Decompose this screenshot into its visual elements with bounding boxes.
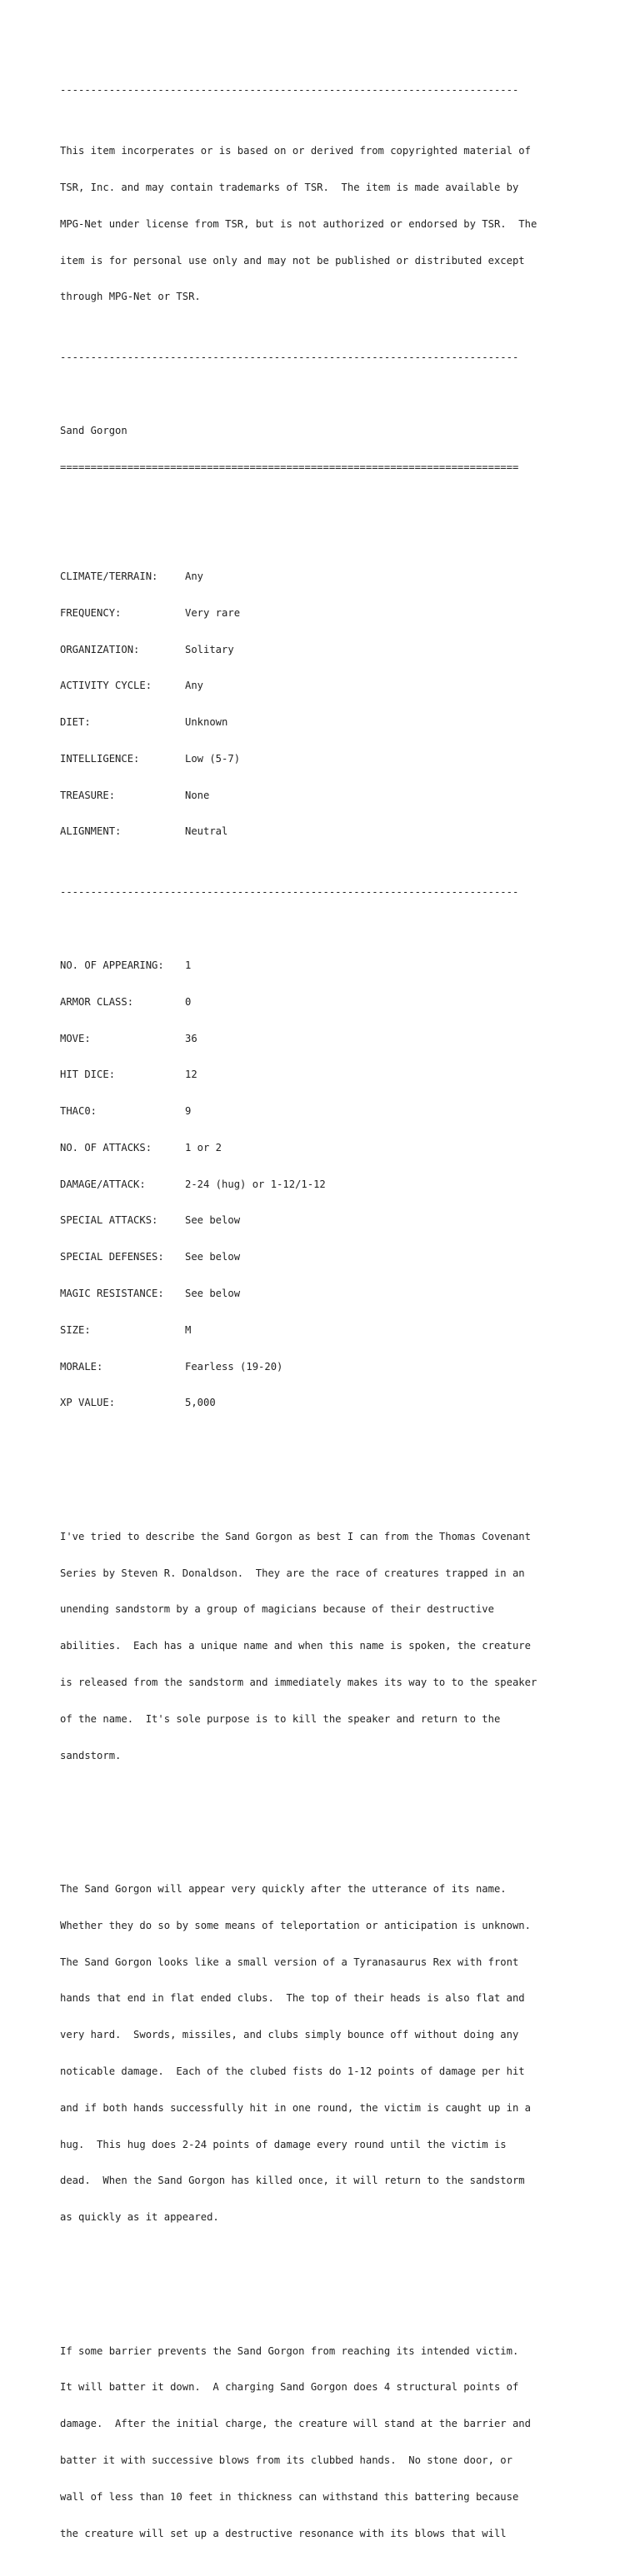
- stat-row: MAGIC RESISTANCE: See below: [60, 1287, 241, 1299]
- stat-row: TREASURE: None: [60, 789, 210, 801]
- document-page: [60, 60, 610, 2576]
- copyright-notice: [60, 121, 610, 327]
- stat-row: HIT DICE: 12: [60, 1069, 198, 1081]
- stat-row: ACTIVITY CYCLE: Any: [60, 680, 204, 692]
- notice-line: through MPG-Net or TSR.: [60, 291, 201, 303]
- page-title: Sand Gorgon: [60, 424, 128, 436]
- stat-row: CLIMATE/TERRAIN: Any: [60, 570, 204, 582]
- stat-row: XP VALUE: 5,000: [60, 1397, 216, 1409]
- blank-line: [60, 497, 610, 510]
- blank-line: [60, 2272, 610, 2285]
- blank-line: [60, 388, 610, 401]
- blank-line: [60, 1811, 610, 1823]
- stat-row: THAC0: 9: [60, 1105, 192, 1118]
- stat-block-combat: [60, 935, 610, 1433]
- stat-row: MOVE: 36: [60, 1032, 198, 1044]
- stat-row: INTELLIGENCE: Low (5-7): [60, 752, 241, 765]
- dash-rule: ---------------------------------------------------------------------------: [60, 351, 519, 364]
- dash-rule: ---------------------------------------------------------------------------: [60, 886, 519, 899]
- description-paragraph-1: I've tried to describe the Sand Gorgon as best I can from the Thomas Covenant Series by Steven R. Donaldson. They are the race of creatures trapped in an unending sandstorm by a group of magicians because of their destructive abilities. Each has a unique name and when this name is spoken, the creature is released from the sandstorm and immediately makes its way to to the speaker of the name. It's sole purpose is to kill the speaker and return to the sandstorm.: [60, 1530, 538, 1761]
- title-underline: ===========================================================================: [60, 461, 519, 473]
- stat-block-ecology: [60, 546, 610, 862]
- stat-row: MORALE: Fearless (19-20): [60, 1360, 283, 1373]
- stat-row: ORGANIZATION: Solitary: [60, 643, 234, 655]
- stat-row: DIET: Unknown: [60, 716, 228, 729]
- stat-row: FREQUENCY: Very rare: [60, 606, 241, 619]
- dash-rule: ---------------------------------------------------------------------------: [60, 84, 519, 97]
- notice-line: This item incorperates or is based on or derived from copyrighted material of: [60, 145, 531, 157]
- notice-line: MPG-Net under license from TSR, but is not authorized or endorsed by TSR. The: [60, 217, 538, 230]
- notice-line: TSR, Inc. and may contain trademarks of TSR. The item is made available by: [60, 181, 519, 193]
- stat-row: SPECIAL ATTACKS: See below: [60, 1214, 241, 1227]
- description-paragraph-3: If some barrier prevents the Sand Gorgon from reaching its intended victim. It will batter it down. A charging Sand Gorgon does 4 structural points of damage. After the initial charge, the creature will stand at the barrier and batter it with successive blows from its clubbed hands. No stone door, or wall of less than 10 feet in thickness can withstand this battering because the creature will set up a destructive resonance with its blows that will: [60, 2344, 531, 2539]
- stat-row: DAMAGE/ATTACK: 2-24 (hug) or 1-12/1-12: [60, 1178, 326, 1190]
- stat-row: SPECIAL DEFENSES: See below: [60, 1251, 241, 1263]
- notice-line: item is for personal use only and may not be published or distributed except: [60, 254, 525, 267]
- description-paragraph-2: The Sand Gorgon will appear very quickly after the utterance of its name. Whether they do so by some means of teleportation or anticipation is unknown. The Sand Gorgon looks like a small version of a Tyranasaurus Rex with front hands that end in flat ended clubs. The top of their heads is also flat and very hard. Swords, missiles, and clubs simply bounce off without doing any noticable damage. Each of the clubed fists do 1-12 points of damage per hit and if both hands successfully hit in one round, the victim is caught up in a hug. This hug does 2-24 points of damage every round until the victim is dead. When the Sand Gorgon has killed once, it will return to the sandstorm as quickly as it appeared.: [60, 1883, 531, 2224]
- stat-row: NO. OF ATTACKS: 1 or 2: [60, 1141, 222, 1153]
- stat-row: NO. OF APPEARING: 1: [60, 959, 192, 971]
- blank-line: [60, 1457, 610, 1470]
- stat-row: SIZE: M: [60, 1323, 192, 1336]
- stat-row: ALIGNMENT: Neutral: [60, 825, 228, 838]
- stat-row: ARMOR CLASS: 0: [60, 995, 192, 1008]
